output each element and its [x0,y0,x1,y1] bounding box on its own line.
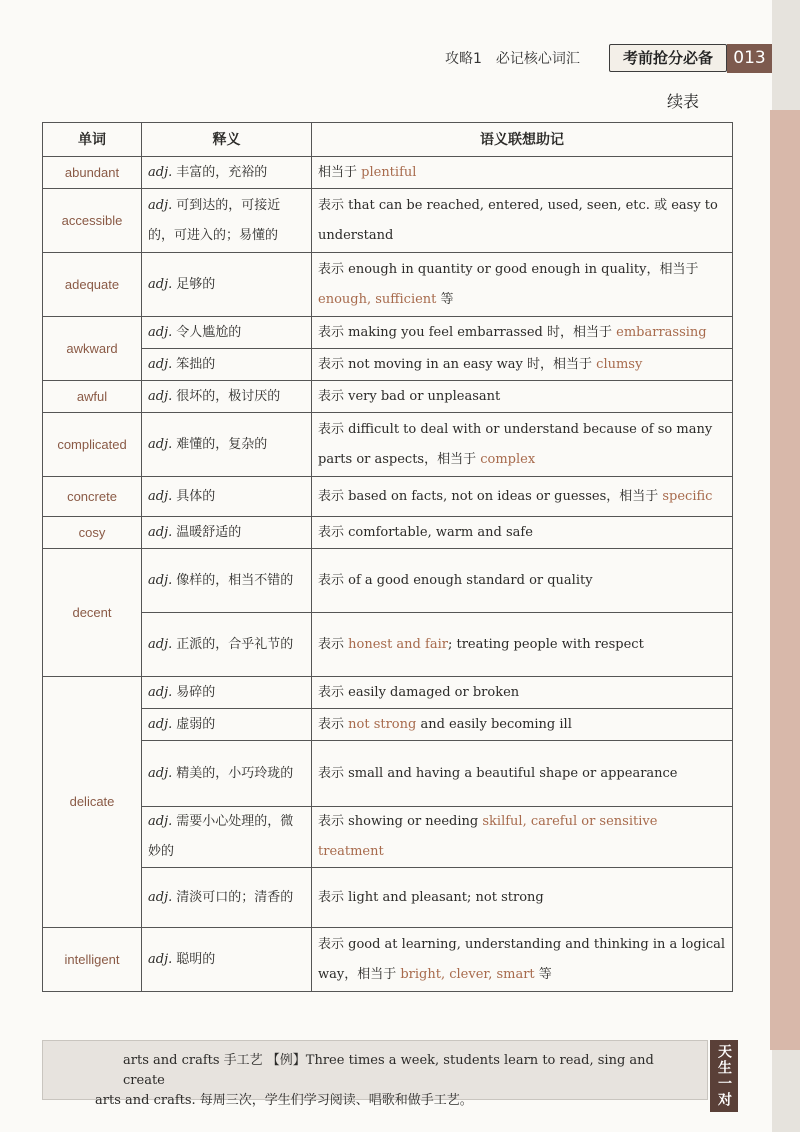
part-of-speech: adj. [148,356,173,372]
part-of-speech: adj. [148,324,173,340]
synonym-highlight: enough, sufficient [318,291,437,307]
mnemonic-cell [312,807,733,868]
meaning-cell [142,517,312,549]
header-section-label: 攻略1 [445,51,482,67]
meaning-text: 易碎的 [176,684,216,700]
word-cell: intelligent [43,928,142,992]
part-of-speech: adj. [148,164,173,180]
example-line-1: arts and crafts 手工艺 【例】Three times a week, students learn to read, sing and create [123,1053,654,1088]
mnemonic-text: 表示 very bad or unpleasant [318,388,501,404]
mnemonic-cell [312,741,733,807]
table-row [43,549,733,613]
mnemonic-text: 表示 good at learning, understanding and thinking in a logical way，相当于 [318,936,726,982]
column-header-word: 单词 [43,123,142,157]
mnemonic-cell [312,317,733,349]
table-row [43,677,733,709]
part-of-speech: adj. [148,814,173,829]
part-of-speech: adj. [148,197,173,213]
mnemonic-text: 等 [436,291,454,307]
part-of-speech: adj. [148,388,173,404]
meaning-text: 聪明的 [176,951,216,967]
header-section [445,48,580,68]
meaning-cell [142,807,312,868]
synonym-highlight: complex [480,451,536,467]
table-row [43,807,733,868]
table-row [43,613,733,677]
word-cell: cosy [43,517,142,549]
mnemonic-text: 表示 difficult to deal with or understand because of so many parts or aspects，相当于 [318,421,713,467]
synonym-highlight: embarrassing [616,324,707,340]
mnemonic-cell [312,709,733,741]
word-cell: delicate [43,677,142,928]
table-row [43,928,733,992]
meaning-cell [142,928,312,992]
part-of-speech: adj. [148,488,173,504]
table-row [43,349,733,381]
word-cell: awkward [43,317,142,381]
meaning-cell [142,381,312,413]
meaning-text: 很坏的，极讨厌的 [176,388,281,404]
meaning-cell [142,189,312,253]
meaning-text: 精美的，小巧玲珑的 [176,765,294,781]
part-of-speech: adj. [148,716,173,732]
word-cell: decent [43,549,142,677]
part-of-speech: adj. [148,951,173,967]
word-cell: complicated [43,413,142,477]
table-row [43,709,733,741]
mnemonic-cell [312,549,733,613]
mnemonic-text: 相当于 [318,164,362,180]
mnemonic-cell [312,477,733,517]
page-edge-tab [770,110,800,1050]
mnemonic-text: 表示 that can be reached, entered, used, seen, etc. 或 easy to understand [318,197,718,243]
mnemonic-text: 表示 light and pleasant; not strong [318,889,544,905]
mnemonic-cell [312,413,733,477]
synonym-highlight: bright, clever, smart [400,966,535,982]
meaning-text: 温暖舒适的 [176,524,242,540]
meaning-cell [142,549,312,613]
word-cell: adequate [43,253,142,317]
table-row [43,868,733,928]
meaning-text: 像样的，相当不错的 [176,572,294,588]
word-cell: abundant [43,157,142,189]
part-of-speech: adj. [148,636,173,652]
table-row [43,477,733,517]
meaning-text: 具体的 [176,488,216,504]
synonym-highlight: honest and fair [348,636,448,652]
meaning-cell [142,709,312,741]
meaning-text: 足够的 [176,276,216,292]
part-of-speech: adj. [148,684,173,700]
meaning-cell [142,413,312,477]
part-of-speech: adj. [148,524,173,540]
meaning-cell [142,477,312,517]
synonym-highlight: skilful, careful or sensitive treatment [318,814,658,859]
meaning-cell [142,349,312,381]
meaning-text: 虚弱的 [176,716,216,732]
meaning-text: 令人尴尬的 [176,324,242,340]
meaning-text: 难懂的，复杂的 [176,436,268,452]
synonym-highlight: clumsy [596,356,643,372]
mnemonic-text: 表示 small and having a beautiful shape or appearance [318,765,678,781]
table-row [43,413,733,477]
word-cell: concrete [43,477,142,517]
mnemonic-text: 表示 comfortable, warm and safe [318,524,533,540]
part-of-speech: adj. [148,765,173,781]
mnemonic-text: 表示 [318,716,349,732]
meaning-text: 需要小心处理的，微妙的 [148,814,294,859]
mnemonic-text: and easily becoming ill [416,716,572,732]
table-header-row [43,123,733,157]
example-box [42,1040,708,1108]
synonym-highlight: not strong [348,716,417,732]
meaning-cell [142,253,312,317]
part-of-speech: adj. [148,572,173,588]
mnemonic-cell [312,349,733,381]
meaning-text: 正派的，合乎礼节的 [176,636,294,652]
example-line-2: arts and crafts. 每周三次，学生们学习阅读、唱歌和做手工艺。 [95,1093,473,1108]
mnemonic-text: 表示 of a good enough standard or quality [318,572,593,588]
mnemonic-text: 表示 based on facts, not on ideas or guesses，相当于 [318,488,663,504]
part-of-speech: adj. [148,436,173,452]
table-row [43,317,733,349]
meaning-cell [142,741,312,807]
mnemonic-cell [312,517,733,549]
table-row [43,517,733,549]
table-row [43,157,733,189]
book-title-box: 考前抢分必备 [609,44,727,72]
table-row [43,381,733,413]
mnemonic-cell [312,928,733,992]
table-row [43,253,733,317]
mnemonic-text: ; treating people with respect [447,636,644,652]
mnemonic-cell [312,677,733,709]
continued-label: 续表 [667,92,700,111]
part-of-speech: adj. [148,276,173,292]
meaning-cell [142,157,312,189]
mnemonic-cell [312,157,733,189]
word-cell: accessible [43,189,142,253]
meaning-cell [142,868,312,928]
meaning-text: 丰富的，充裕的 [176,164,268,180]
mnemonic-text: 表示 [318,636,349,652]
mnemonic-cell [312,381,733,413]
word-cell: awful [43,381,142,413]
mnemonic-cell [312,613,733,677]
mnemonic-cell [312,189,733,253]
meaning-cell [142,317,312,349]
table-row [43,189,733,253]
mnemonic-text: 表示 easily damaged or broken [318,684,520,700]
vocabulary-table [42,122,733,992]
mnemonic-text: 表示 enough in quantity or good enough in quality，相当于 [318,261,699,277]
mnemonic-text: 表示 making you feel embarrassed 时，相当于 [318,324,617,340]
meaning-cell [142,613,312,677]
mnemonic-text: 等 [534,966,552,982]
page-number: 013 [727,44,772,73]
column-header-meaning: 释义 [142,123,312,157]
synonym-highlight: specific [662,488,713,504]
meaning-cell [142,677,312,709]
mnemonic-text: 表示 showing or needing [318,814,483,829]
mnemonic-cell [312,253,733,317]
table-row [43,741,733,807]
side-label: 天生一对 [710,1040,738,1112]
mnemonic-cell [312,868,733,928]
column-header-mnemonic: 语义联想助记 [312,123,733,157]
vocabulary-table-body [43,157,733,992]
header-subtitle: 必记核心词汇 [495,51,580,67]
meaning-text: 可到达的，可接近的，可进入的；易懂的 [148,197,281,243]
part-of-speech: adj. [148,889,173,905]
meaning-text: 清淡可口的；清香的 [176,889,294,905]
synonym-highlight: plentiful [361,164,417,180]
meaning-text: 笨拙的 [176,356,216,372]
mnemonic-text: 表示 not moving in an easy way 时，相当于 [318,356,597,372]
